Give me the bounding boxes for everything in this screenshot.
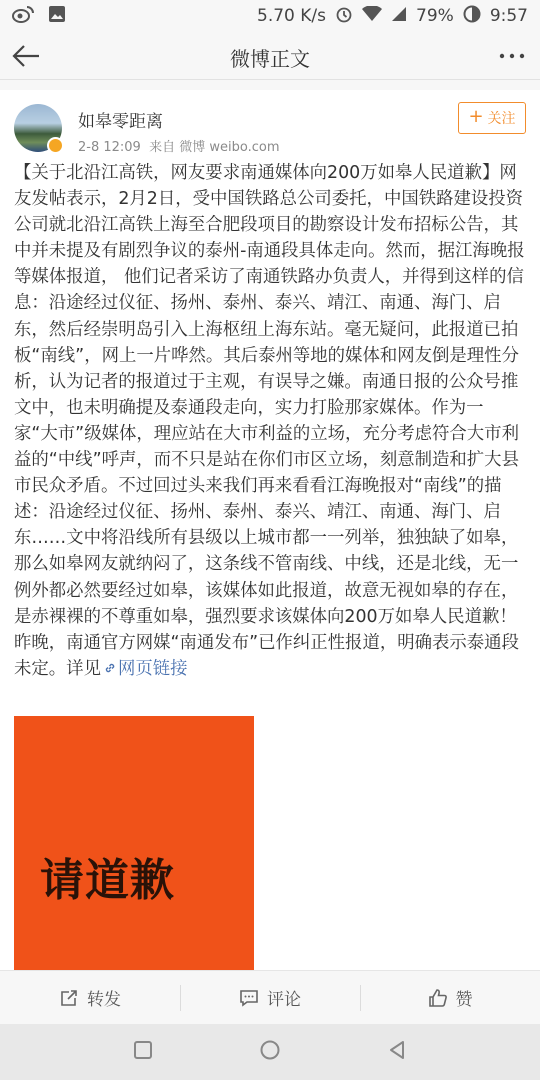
image-icon: [48, 5, 66, 28]
follow-label: 关注: [487, 111, 516, 127]
comment-button[interactable]: [180, 971, 360, 1024]
post-card: [0, 90, 540, 970]
like-button[interactable]: [360, 971, 540, 1024]
wifi-icon: [362, 6, 382, 27]
weibo-icon: [12, 5, 34, 28]
battery-percent: 79%: [416, 6, 454, 26]
post-source: 来自 微博 weibo.com: [149, 140, 280, 155]
signal-icon: [391, 6, 407, 27]
alarm-icon: [335, 5, 353, 28]
battery-icon: [463, 5, 481, 28]
nav-bar: [0, 32, 540, 80]
post-date: 2-8 12:09: [78, 140, 141, 155]
page-title: 微博正文: [230, 47, 310, 71]
home-button[interactable]: [259, 1039, 281, 1065]
post-meta: [78, 136, 280, 155]
post-body: [14, 160, 526, 682]
action-bar: [0, 970, 540, 1024]
thumbs-up-icon: [428, 988, 448, 1008]
web-link[interactable]: [101, 659, 188, 679]
triangle-back-icon: [386, 1039, 408, 1061]
comment-icon: [239, 988, 259, 1008]
more-button[interactable]: [496, 40, 528, 72]
like-label: 赞: [455, 990, 473, 1010]
link-icon: [103, 661, 117, 675]
clock: 9:57: [489, 6, 528, 26]
square-icon: [132, 1039, 154, 1061]
post-image[interactable]: [14, 716, 254, 970]
repost-button[interactable]: [0, 971, 180, 1024]
plus-icon: +: [468, 106, 484, 127]
comment-label: 评论: [267, 990, 301, 1010]
post-text: 【关于北沿江高铁，网友要求南通媒体向200万如皋人民道歉】网友发帖表示，2月2日，受中国铁路总公司委托，中国铁路建设投资公司就北沿江高铁上海至合肥段项目的勘察设计发布招标公告，其中并未提及有剧烈争议的泰州-南通段具体走向。然而，据江海晚报等媒体报道， 他们记者采访了南通铁路办负责人，并得到这样的信息：沿途经过仪征、扬州、泰州、泰兴、靖江、南通、海门、启东，然后经崇明岛引入上海枢纽上海东站。毫无疑问，此报道已拍板“南线”，网上一片哗然。其后泰州等地的媒体和网友倒是理性分析，认为记者的报道过于主观，有误导之嫌。南通日报的公众号推文中，也未明确提及泰通段走向，实力打脸那家媒体。作为一家“大市”级媒体，理应站在大市利益的立场，充分考虑符合大市利益的“中线”呼声，而不只是站在你们市区立场，刻意制造和扩大县市民众矛盾。不过回过头来我们再来看看江海晚报对“南线”的描述：沿途经过仪征、扬州、泰州、泰兴、靖江、南通、海门、启东……文中将沿线所有县级以上城市都一一列举，独独缺了如皋，那么如皋网友就纳闷了，这条线不管南线、中线，还是北线，无一例外都必然要经过如皋，该媒体如此报道，故意无视如皋的存在，是赤裸裸的不尊重如皋，强烈要求该媒体向200万如皋人民道歉！ 昨晚，南通官方网媒“南通发布”已作纠正性报道，明确表示泰通段未定。详见: [14, 163, 525, 679]
follow-button[interactable]: [458, 102, 526, 134]
status-bar: [0, 0, 540, 32]
system-back-button[interactable]: [386, 1039, 408, 1065]
recent-apps-button[interactable]: [132, 1039, 154, 1065]
author-name[interactable]: 如皋零距离: [78, 112, 163, 132]
circle-icon: [259, 1039, 281, 1061]
system-nav-bar: [0, 1024, 540, 1080]
verified-badge-icon: [47, 137, 64, 154]
more-icon: [496, 40, 528, 72]
web-link-text: 网页链接: [117, 658, 188, 679]
repost-icon: [59, 988, 79, 1008]
repost-label: 转发: [87, 990, 121, 1010]
network-speed: 5.70 K/s: [257, 6, 327, 26]
post-image-text: 请道歉: [40, 855, 175, 906]
